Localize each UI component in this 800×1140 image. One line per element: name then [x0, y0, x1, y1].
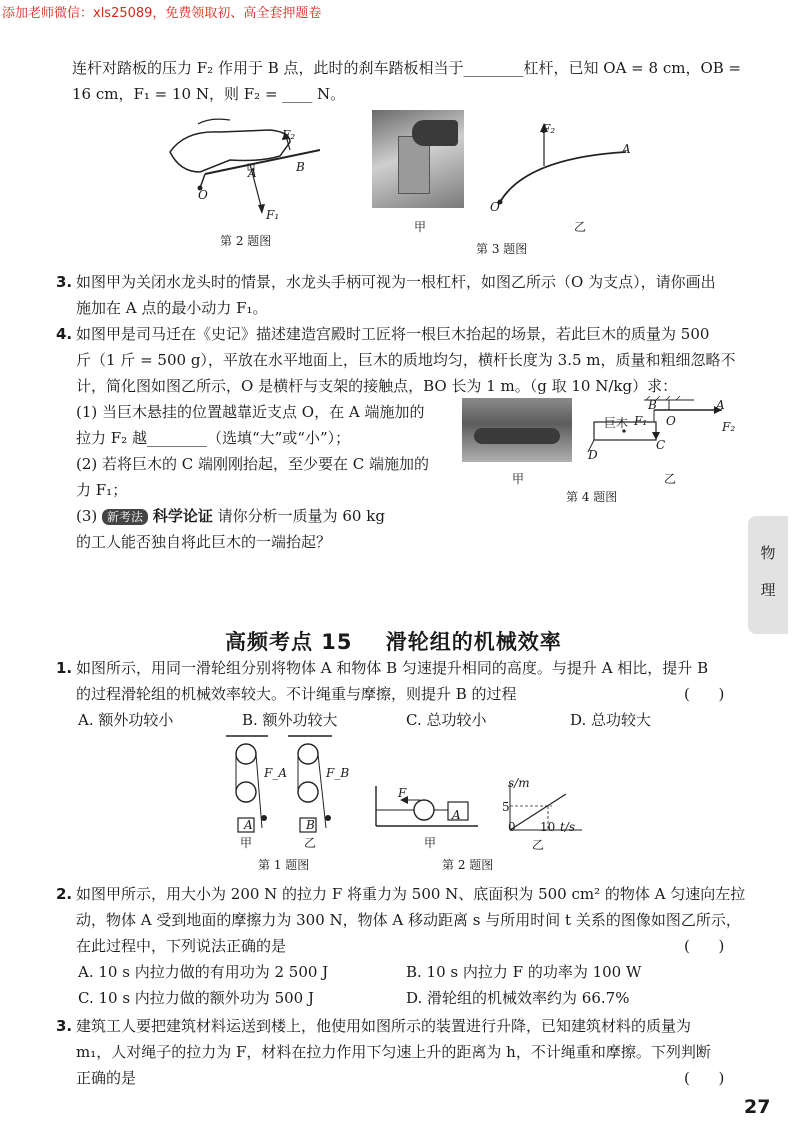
s1-option-c[interactable]: C. 总功较小	[406, 711, 487, 729]
s3-answer-paren[interactable]: ( )	[684, 1069, 725, 1087]
fig4-lever-diagram	[584, 396, 734, 468]
s15-fig2-tick-0: 0	[508, 820, 516, 834]
s15-fig2-jia: 甲	[424, 836, 437, 850]
s15-fig1-label-a: A	[244, 818, 253, 832]
s1-answer-paren[interactable]: ( )	[684, 685, 725, 703]
s2-option-b[interactable]: B. 10 s 内拉力 F 的功率为 100 W	[406, 963, 642, 981]
fig4-label-a: A	[716, 398, 725, 412]
s15-fig2-tick-5: 5	[502, 800, 510, 814]
q4-line1: 如图甲是司马迁在《史记》描述建造宫殿时工匠将一根巨木抬起的场景，若此巨木的质量为 500	[76, 325, 710, 343]
s1-line2: 的过程滑轮组的机械效率较大。不计绳重与摩擦，则提升 B 的过程	[76, 685, 517, 703]
q2-text-line2: 16 cm，F₁ = 10 N，则 F₂ = ____ N。	[72, 85, 346, 103]
fig2-label-o: O	[198, 188, 208, 202]
fig4-label-o: O	[666, 414, 676, 428]
q4-part3-prefix: (3)	[76, 507, 98, 525]
s1-number: 1.	[56, 659, 73, 677]
s1-line1: 如图所示，用同一滑轮组分别将物体 A 和物体 B 匀速提升相同的高度。与提升 A 相比，提升 B	[76, 659, 709, 677]
s15-fig2-tick-10: 10	[540, 820, 556, 834]
s15-fig2-label-f: F	[398, 786, 407, 800]
s15-fig1-label-fa: F_A	[264, 766, 287, 780]
s2-option-a[interactable]: A. 10 s 内拉力做的有用功为 2 500 J	[78, 963, 329, 981]
log-shape	[474, 428, 560, 444]
q2-text-line1: 连杆对踏板的压力 F₂ 作用于 B 点，此时的刹车踏板相当于________杠杆，已知 OA = 8 cm，OB =	[72, 59, 742, 77]
fig4-caption: 第 4 题图	[566, 490, 618, 504]
fig3-label-a: A	[622, 142, 631, 156]
s1-option-d[interactable]: D. 总功较大	[570, 711, 652, 729]
fig4-label-f2: F₂	[722, 420, 736, 434]
s3-number: 3.	[56, 1017, 73, 1035]
s15-fig2-label-a: A	[452, 808, 461, 822]
s15-fig2-caption: 第 2 题图	[442, 858, 494, 872]
fig3-label-o: O	[490, 200, 500, 214]
s15-fig1-label-fb: F_B	[326, 766, 350, 780]
s1-option-a[interactable]: A. 额外功较小	[78, 711, 174, 729]
q3-line2: 施加在 A 点的最小动力 F₁。	[76, 299, 268, 317]
watermark-text: 添加老师微信：xls25089，免费领取初、高全套押题卷	[2, 6, 322, 21]
fig3-jia-label: 甲	[414, 220, 427, 234]
q4-part3-line2: 的工人能否独自将此巨木的一端抬起？	[76, 533, 332, 551]
s2-answer-paren[interactable]: ( )	[684, 937, 725, 955]
q3-line1: 如图甲为关闭水龙头时的情景，水龙头手柄可视为一根杠杆，如图乙所示（O 为支点），请你画出	[76, 273, 716, 291]
s15-fig1-caption: 第 1 题图	[258, 858, 310, 872]
section-title: 高频考点 15 滑轮组的机械效率	[225, 630, 562, 654]
q4-part3-line1	[76, 506, 385, 526]
q4-part1-a: (1) 当巨木悬挂的位置越靠近支点 O，在 A 端施加的	[76, 403, 425, 421]
fig4-label-d: D	[588, 448, 598, 462]
fig2-label-f2: F₂	[282, 128, 296, 142]
s3-line1: 建筑工人要把建筑材料运送到楼上，他使用如图所示的装置进行升降，已知建筑材料的质量为	[76, 1017, 692, 1035]
s2-line3: 在此过程中，下列说法正确的是	[76, 937, 287, 955]
s2-line2: 动，物体 A 受到地面的摩擦力为 300 N，物体 A 移动距离 s 与所用时间 t 关系的图像如图乙所示，	[76, 911, 741, 929]
s15-fig1-pulleys	[222, 732, 352, 844]
hand-shape	[412, 120, 458, 146]
fig4-label-b: B	[648, 398, 657, 412]
q4-part1-b: 拉力 F₂ 越________（选填“大”或“小”）；	[76, 429, 351, 447]
fig4-jia-label: 甲	[512, 472, 525, 486]
q4-part3-label: 科学论证	[152, 507, 213, 525]
q3-number: 3.	[56, 273, 73, 291]
s15-fig2-yi: 乙	[532, 838, 545, 852]
s15-fig1-jia: 甲	[240, 836, 253, 850]
new-method-badge: 新考法	[102, 509, 148, 525]
q4-line2: 斤（1 斤 = 500 g），平放在水平地面上，巨木的质地均匀，横杆长度为 3.5 m，质量和粗细忽略不	[76, 351, 736, 369]
page-number: 27	[744, 1096, 771, 1118]
s15-fig1-yi: 乙	[304, 836, 317, 850]
s15-fig1-label-b: B	[306, 818, 315, 832]
s15-fig2-axis-t: t/s	[560, 820, 576, 834]
fig4-label-c: C	[656, 438, 666, 452]
fig2-label-a: A	[248, 166, 257, 180]
q4-line3: 计，简化图如图乙所示，O 是横杆与支架的接触点，BO 长为 1 m。（g 取 10 N/kg）求：	[76, 377, 678, 395]
s2-option-c[interactable]: C. 10 s 内拉力做的额外功为 500 J	[78, 989, 314, 1007]
fig2-label-f1: F₁	[266, 208, 280, 222]
s15-fig2-axis-s: s/m	[508, 776, 530, 790]
fig3-lever-diagram	[486, 118, 646, 214]
q4-part3-text: 请你分析一质量为 60 kg	[217, 507, 385, 525]
subject-side-tab	[748, 516, 788, 634]
s2-option-d[interactable]: D. 滑轮组的机械效率约为 66.7%	[406, 989, 630, 1007]
fig4-log-photo	[462, 398, 572, 462]
q4-part2-b: 力 F₁；	[76, 481, 128, 499]
sidetab-char1: 物	[760, 544, 776, 562]
fig4-yi-label: 乙	[664, 472, 677, 486]
fig3-caption: 第 3 题图	[476, 242, 528, 256]
q4-number: 4.	[56, 325, 73, 343]
fig2-caption: 第 2 题图	[220, 234, 272, 248]
s3-line2: m₁，人对绳子的拉力为 F，材料在拉力作用下匀速上升的距离为 h，不计绳重和摩擦。下列判断	[76, 1043, 711, 1061]
s15-fig2-pulley-block	[372, 782, 482, 832]
fig3-faucet-photo	[372, 110, 464, 208]
fig3-label-f2: F₂	[542, 122, 556, 136]
s2-line1: 如图甲所示，用大小为 200 N 的拉力 F 将重力为 500 N、底面积为 500 cm² 的物体 A 匀速向左拉	[76, 885, 746, 903]
s3-line3: 正确的是	[76, 1069, 137, 1087]
fig4-label-f1: F₁	[634, 414, 648, 428]
s2-number: 2.	[56, 885, 73, 903]
fig4-wood-label: 巨木	[604, 416, 629, 430]
q4-part2-a: (2) 若将巨木的 C 端刚刚抬起，至少要在 C 端施加的	[76, 455, 430, 473]
sidetab-char2: 理	[760, 581, 776, 599]
fig3-yi-label: 乙	[574, 220, 587, 234]
fig2-label-b: B	[296, 160, 305, 174]
s1-option-b[interactable]: B. 额外功较大	[242, 711, 338, 729]
